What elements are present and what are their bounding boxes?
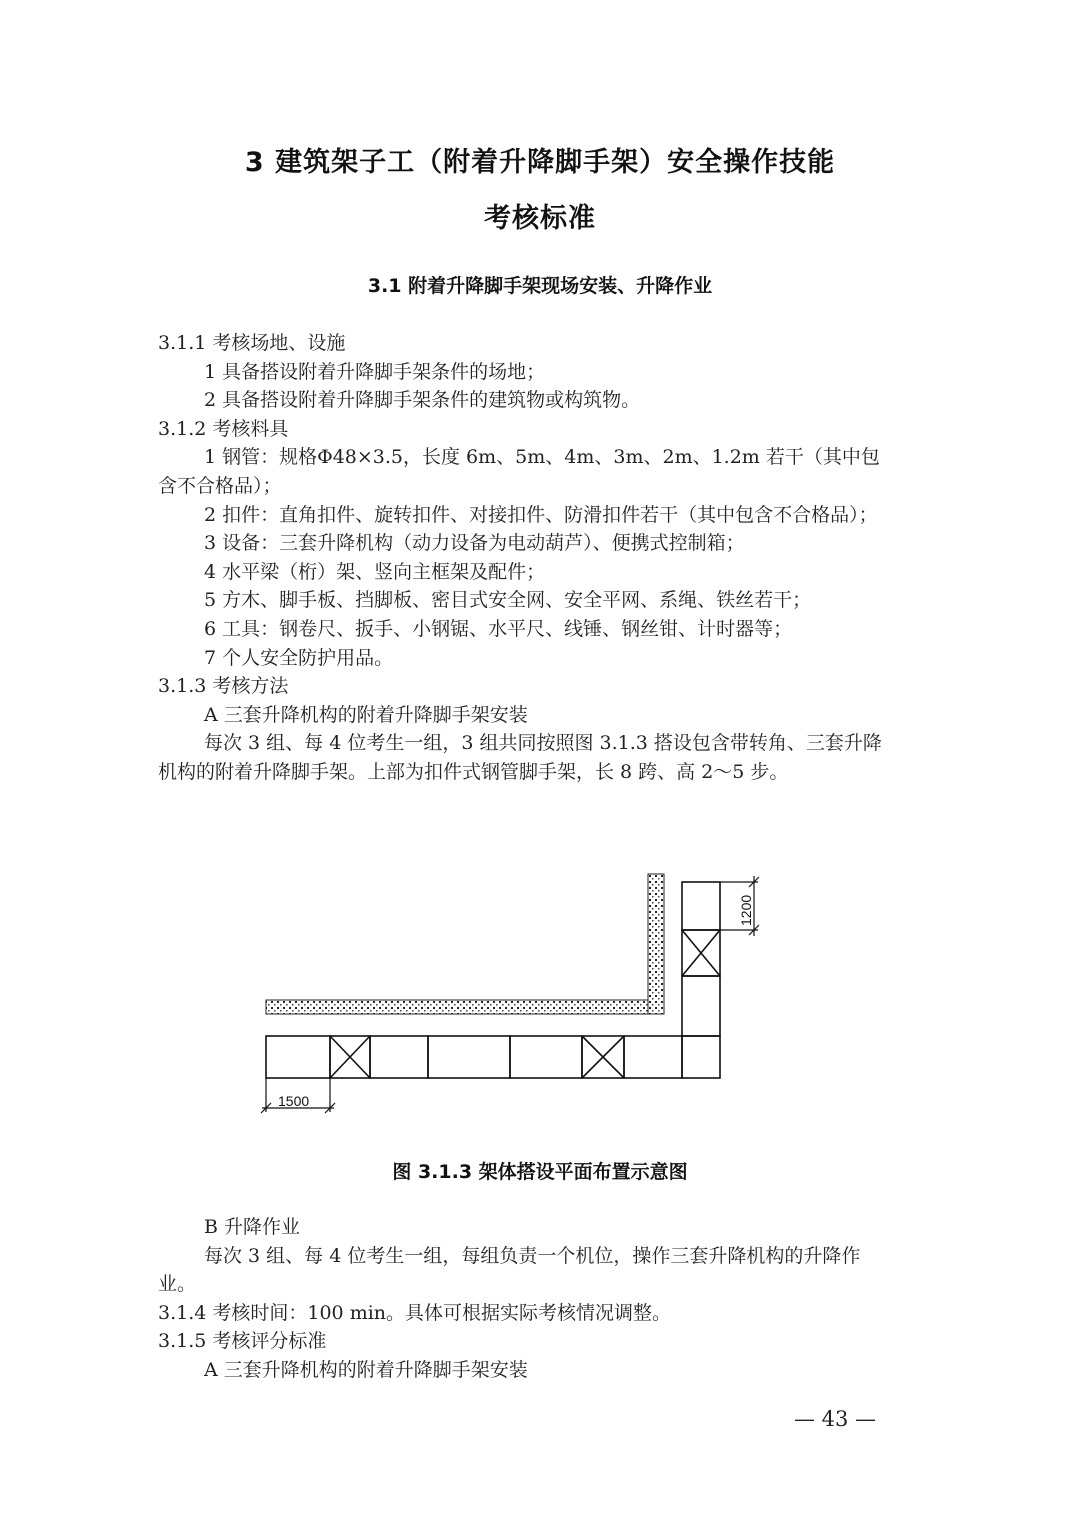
list-item: 1 具备搭设附着升降脚手架条件的场地； xyxy=(204,360,546,383)
sub-heading: B 升降作业 xyxy=(204,1216,301,1238)
building-wall xyxy=(266,874,664,1014)
list-item: 3 设备：三套升降机构（动力设备为电动葫芦）、便携式控制箱； xyxy=(204,532,745,555)
page-number: — 43 — xyxy=(793,1407,877,1431)
list-item: 2 扣件：直角扣件、旋转扣件、对接扣件、防滑扣件若干（其中包含不合格品）； xyxy=(204,503,878,526)
section-heading: 3.1 附着升降脚手架现场安装、升降作业 xyxy=(367,275,713,297)
list-item: 2 具备搭设附着升降脚手架条件的建筑物或构筑物。 xyxy=(204,389,641,412)
clause-heading: 3.1.4 考核时间：100 min。具体可根据实际考核情况调整。 xyxy=(158,1301,672,1324)
chapter-title-line2: 考核标准 xyxy=(484,203,596,234)
scaffold-bays-horizontal xyxy=(266,1036,720,1078)
body-text-lower xyxy=(158,1213,886,1385)
list-item: 1 钢管：规格Φ48×3.5，长度 6m、5m、4m、3m、2m、1.2m 若干（其中包含不合格品）； xyxy=(158,446,880,497)
list-item: 4 水平梁（桁）架、竖向主框架及配件； xyxy=(204,560,546,583)
paragraph: 每次 3 组、每 4 位考生一组，3 组共同按照图 3.1.3 搭设包含带转角、三套升降机构的附着升降脚手架。上部为扣件式钢管脚手架，长 8 跨、高 2～5 步。 xyxy=(158,732,882,783)
figure-caption: 图 3.1.3 架体搭设平面布置示意图 xyxy=(392,1161,688,1183)
chapter-title: 3 建筑架子工（附着升降脚手架）安全操作技能 xyxy=(244,147,836,178)
scaffold-bays-vertical xyxy=(682,882,720,1036)
paragraph: 每次 3 组、每 4 位考生一组，每组负责一个机位，操作三套升降机构的升降作业。 xyxy=(158,1244,861,1296)
list-item: 5 方木、脚手板、挡脚板、密目式安全网、安全平网、系绳、铁丝若干； xyxy=(204,589,812,612)
dimension-label-1200: 1200 xyxy=(738,894,754,926)
sub-heading: A 三套升降机构的附着升降脚手架安装 xyxy=(204,1358,528,1381)
clause-heading: 3.1.5 考核评分标准 xyxy=(158,1330,327,1353)
dimension-label-1500: 1500 xyxy=(278,1093,310,1109)
clause-heading: 3.1.1 考核场地、设施 xyxy=(158,332,346,354)
layout-plan-diagram xyxy=(258,868,778,1118)
list-item: 6 工具：钢卷尺、扳手、小钢锯、水平尺、线锤、钢丝钳、计时器等； xyxy=(204,617,793,640)
list-item: 7 个人安全防护用品。 xyxy=(204,646,394,669)
sub-heading: A 三套升降机构的附着升降脚手架安装 xyxy=(204,703,528,726)
clause-heading: 3.1.3 考核方法 xyxy=(158,675,289,698)
body-text-upper xyxy=(158,329,886,787)
clause-heading: 3.1.2 考核料具 xyxy=(158,417,289,440)
